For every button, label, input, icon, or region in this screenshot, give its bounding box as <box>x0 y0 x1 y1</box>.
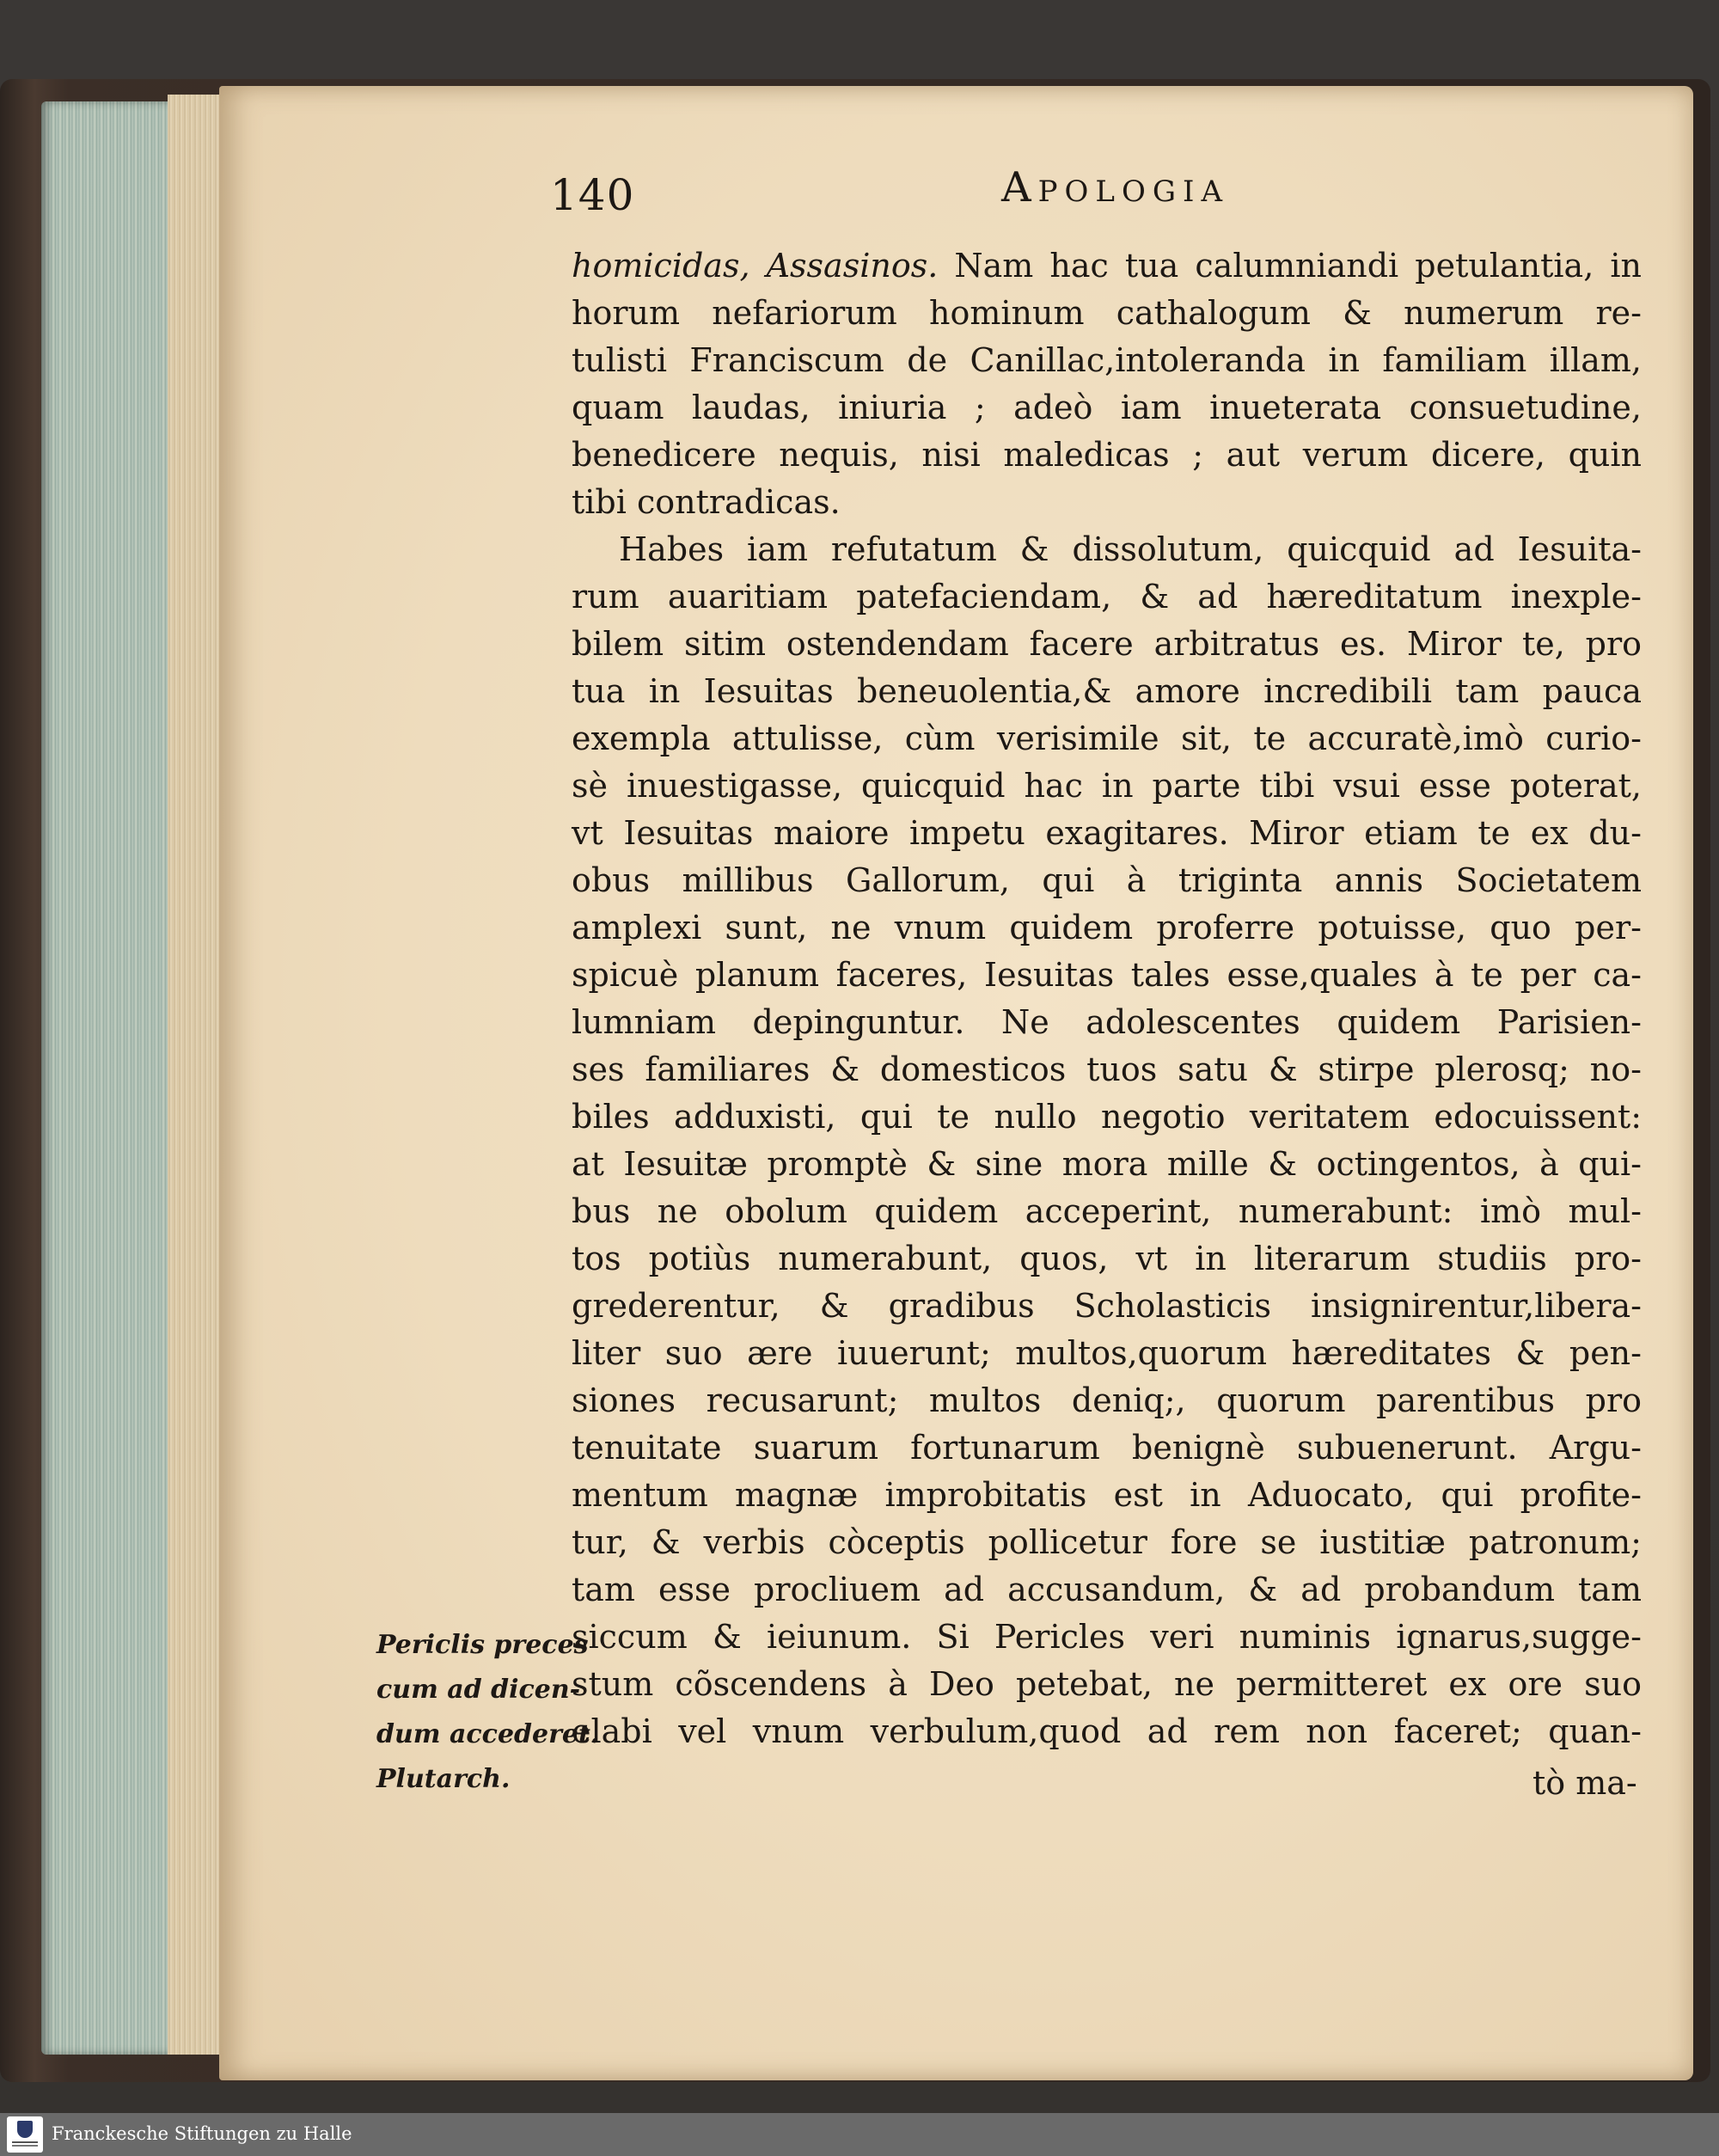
text-line: grederentur, & gradibus Scholasticis insignirentur,libera- <box>572 1287 1642 1325</box>
text-line: lumniam depinguntur. Ne adolescentes quidem Parisien- <box>572 1003 1642 1041</box>
text-line: benedicere nequis, nisi maledicas ; aut verum dicere, quin <box>572 436 1642 474</box>
footer-bar <box>0 2113 1719 2156</box>
text-line: siccum & ieiunum. Si Pericles veri numinis ignarus,sugge- <box>572 1618 1642 1656</box>
text-line: tos potiùs numerabunt, quos, vt in literarum studiis pro- <box>572 1240 1642 1277</box>
marginal-note <box>376 1623 600 1802</box>
text-line: stum cõscendens à Deo petebat, ne permitteret ex ore suo <box>572 1665 1642 1703</box>
text-line: sè inuestigasse, quicquid hac in parte tibi vsui esse poterat, <box>572 767 1642 805</box>
text-line: at Iesuitæ promptè & sine mora mille & octingentos, à qui- <box>572 1145 1642 1183</box>
text-line: bus ne obolum quidem acceperint, numerabunt: imò mul- <box>572 1192 1642 1230</box>
text-line: quam laudas, iniuria ; adeò iam inueterata consuetudine, <box>572 389 1642 426</box>
text-line: tenuitate suarum fortunarum benignè subuenerunt. Argu- <box>572 1429 1642 1467</box>
text-line: tur, & verbis còceptis pollicetur fore se iustitiæ patronum; <box>572 1523 1642 1561</box>
text-line: exempla attulisse, cùm verisimile sit, te accuratè,imò curio- <box>572 720 1642 757</box>
text-line-italic-lead: homicidas, Assasinos. <box>572 247 955 285</box>
text-line: bilem sitim ostendendam facere arbitratus es. Miror te, pro <box>572 625 1642 663</box>
text-line: horum nefariorum hominum cathalogum & numerum re- <box>572 294 1642 332</box>
text-line: liter suo ære iuuerunt; multos,quorum hæreditates & pen- <box>572 1334 1642 1372</box>
page-number: 140 <box>550 170 635 220</box>
body-text <box>572 242 1642 1755</box>
text-line: tua in Iesuitas beneuolentia,& amore incredibili tam pauca <box>572 672 1642 710</box>
marginal-note-line: Plutarch. <box>376 1764 511 1794</box>
text-line: spicuè planum faceres, Iesuitas tales esse,quales à te per ca- <box>572 956 1642 994</box>
text-line-content: Nam hac tua calumniandi petulantia, in <box>954 247 1642 285</box>
text-line: tulisti Franciscum de Canillac,intoleranda in familiam illam, <box>572 341 1642 379</box>
marginal-note-line: Periclis preces <box>376 1630 589 1660</box>
text-line: biles adduxisti, qui te nullo negotio veritatem edocuissent: <box>572 1098 1642 1136</box>
footer-label: Franckesche Stiftungen zu Halle <box>52 2123 352 2144</box>
text-line: vt Iesuitas maiore impetu exagitares. Miror etiam te ex du- <box>572 814 1642 852</box>
bleed-through-ghost <box>683 155 694 194</box>
text-line: rum auaritiam patefaciendam, & ad hæreditatum inexple- <box>572 578 1642 616</box>
text-line: siones recusarunt; multos deniq;, quorum parentibus pro <box>572 1381 1642 1419</box>
text-line <box>572 242 1642 290</box>
text-line: amplexi sunt, ne vnum quidem proferre potuisse, quo per- <box>572 909 1642 946</box>
text-line: obus millibus Gallorum, qui à triginta annis Societatem <box>572 861 1642 899</box>
running-head: Apologia <box>1001 163 1230 211</box>
text-line: Habes iam refutatum & dissolutum, quicquid ad Iesuita- <box>619 530 1642 568</box>
catchword: tò ma- <box>1532 1764 1637 1802</box>
marginal-note-line: dum accederet. <box>376 1719 600 1749</box>
marginal-note-line: cum ad dicen- <box>376 1675 581 1705</box>
text-line: ses familiares & domesticos tuos satu & stirpe plerosq; no- <box>572 1050 1642 1088</box>
text-line: tibi contradicas. <box>572 483 841 521</box>
institution-logo-icon <box>7 2116 43 2153</box>
text-line: tam esse procliuem ad accusandum, & ad probandum tam <box>572 1571 1642 1608</box>
text-line: elabi vel vnum verbulum,quod ad rem non faceret; quan- <box>572 1712 1642 1750</box>
text-line: mentum magnæ improbitatis est in Aduocato, qui profite- <box>572 1476 1642 1514</box>
